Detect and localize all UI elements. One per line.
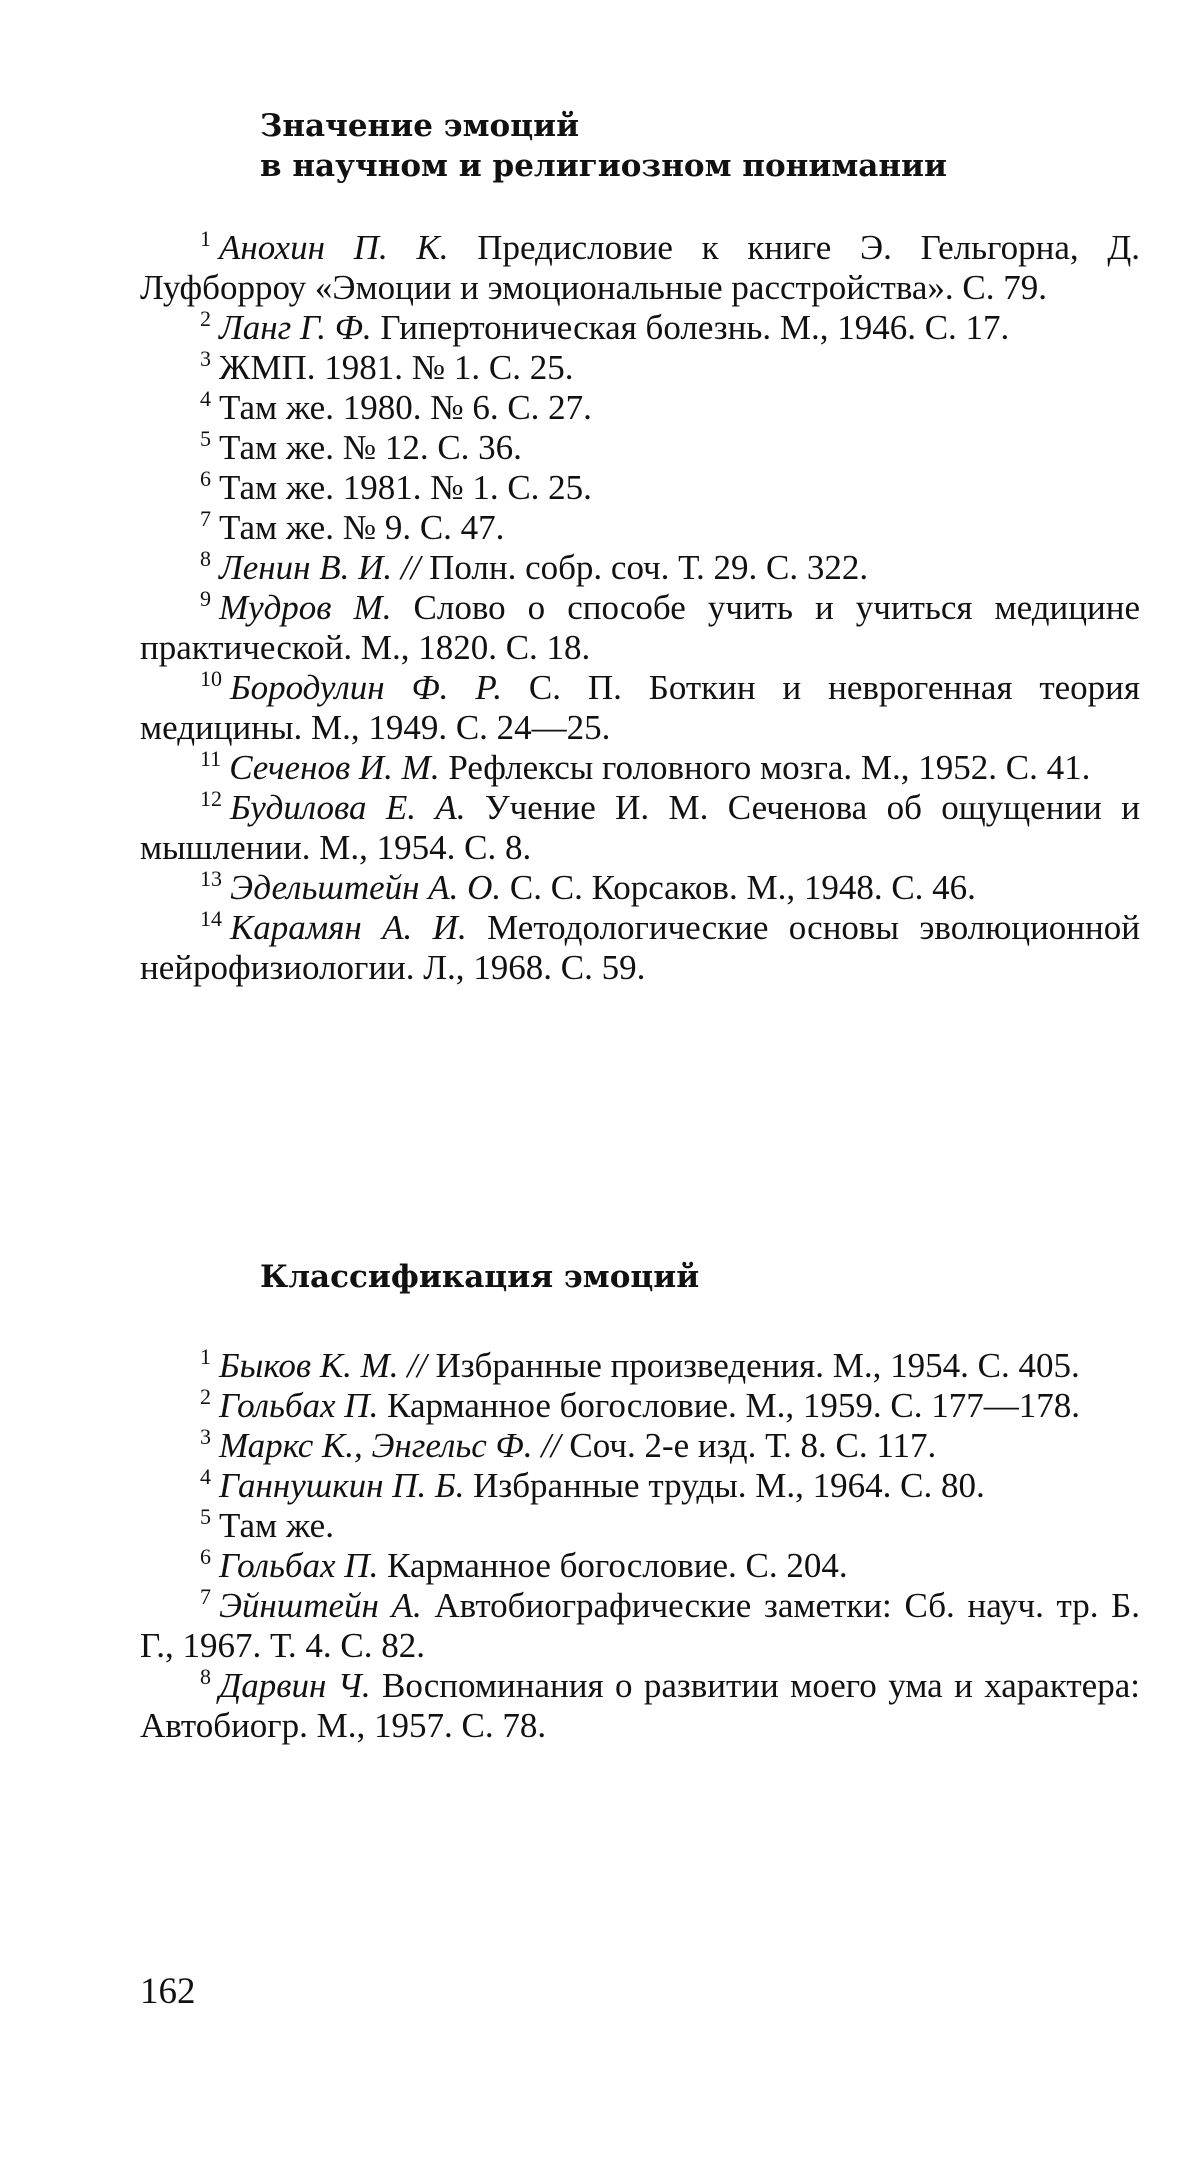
footnote (140, 588, 1140, 668)
footnote-author: Гольбах П. (219, 1546, 379, 1585)
section-heading (260, 106, 947, 186)
footnote-author: Ланг Г. Ф. (219, 308, 372, 347)
footnote-number: 7 (200, 1584, 211, 1610)
footnote (140, 1506, 1140, 1546)
footnote-number: 14 (200, 906, 222, 932)
section-heading (260, 1257, 699, 1297)
footnote-author: Анохин П. К. (219, 228, 449, 267)
footnote-text: Предисловие к книге Э. Гельгорна, Д. Луфборроу «Эмоции и эмоциональные расстройства». С. 79. (140, 228, 1141, 307)
footnote-text: Воспоминания о развитии моего ума и характера: Автобиогр. М., 1957. С. 78. (140, 1666, 1140, 1745)
footnote-list (140, 1346, 1140, 1746)
footnote-number: 4 (200, 386, 211, 412)
footnote-text: Методологические основы эволюционной нейрофизиологии. Л., 1968. С. 59. (140, 908, 1140, 987)
footnote (140, 908, 1140, 988)
footnote-number: 4 (200, 1464, 211, 1490)
footnote (140, 388, 1140, 428)
footnote-text: Полн. собр. соч. Т. 29. С. 322. (429, 548, 869, 587)
footnote-author: Быков К. М. // (219, 1346, 427, 1385)
footnote (140, 1546, 1140, 1586)
footnote (140, 1466, 1140, 1506)
footnote (140, 1666, 1140, 1746)
section-heading-line: Значение эмоций (260, 108, 580, 144)
footnote-number: 3 (200, 1424, 211, 1450)
footnote-number: 3 (200, 346, 211, 372)
footnote-text: С. П. Боткин и неврогенная теория медицины. М., 1949. С. 24—25. (140, 668, 1140, 747)
footnote-text: ЖМП. 1981. № 1. С. 25. (219, 348, 574, 387)
footnote-text: Соч. 2-е изд. Т. 8. С. 117. (569, 1426, 937, 1465)
footnote (140, 308, 1140, 348)
footnote-text: Карманное богословие. С. 204. (387, 1546, 848, 1585)
footnote-author: Ганнушкин П. Б. (219, 1466, 465, 1505)
footnote-number: 8 (200, 1664, 211, 1690)
footnote-author: Маркс К., Энгельс Ф. // (219, 1426, 561, 1465)
footnote-list (140, 228, 1140, 988)
footnote-text: Избранные труды. М., 1964. С. 80. (473, 1466, 985, 1505)
footnote-number: 13 (200, 866, 222, 892)
footnote (140, 748, 1140, 788)
footnote-number: 9 (200, 586, 211, 612)
footnote (140, 1386, 1140, 1426)
footnote-number: 5 (200, 1504, 211, 1530)
footnote (140, 428, 1140, 468)
footnote (140, 1586, 1140, 1666)
section-heading-line: в научном и религиозном понимании (260, 148, 948, 184)
footnote (140, 668, 1140, 748)
footnote-text: Избранные произведения. М., 1954. С. 405. (435, 1346, 1080, 1385)
footnote (140, 228, 1140, 308)
footnote-text: Автобиографические заметки: Сб. науч. тр. Б. Г., 1967. Т. 4. С. 82. (140, 1586, 1141, 1665)
footnote (140, 508, 1140, 548)
footnote (140, 548, 1140, 588)
footnote-author: Бородулин Ф. Р. (230, 668, 502, 707)
footnote-author: Ленин В. И. // (219, 548, 421, 587)
footnote-author: Эйнштейн А. (219, 1586, 422, 1625)
footnote-text: Учение И. М. Сеченова об ощущении и мышлении. М., 1954. С. 8. (140, 788, 1140, 867)
footnote (140, 468, 1140, 508)
footnote-number: 2 (200, 306, 211, 332)
footnote-author: Карамян А. И. (230, 908, 467, 947)
footnote-number: 7 (200, 506, 211, 532)
footnote-text: Там же. № 9. С. 47. (219, 508, 505, 547)
page-number: 162 (140, 1971, 196, 2012)
footnote-number: 1 (200, 226, 211, 252)
section-heading-line: Классификация эмоций (260, 1259, 700, 1295)
footnote-text: Слово о способе учить и учиться медицине практической. М., 1820. С. 18. (140, 588, 1141, 667)
footnote-number: 8 (200, 546, 211, 572)
footnote-author: Будилова Е. А. (230, 788, 466, 827)
footnote-text: Там же. (219, 1506, 334, 1545)
footnote-text: Гипертоническая болезнь. М., 1946. С. 17. (380, 308, 1010, 347)
footnote-author: Гольбах П. (219, 1386, 379, 1425)
footnote-text: Рефлексы головного мозга. М., 1952. С. 41. (448, 748, 1091, 787)
footnote-number: 5 (200, 426, 211, 452)
footnote-text: Там же. 1981. № 1. С. 25. (219, 468, 592, 507)
footnote-author: Дарвин Ч. (219, 1666, 371, 1705)
footnote-number: 10 (200, 666, 222, 692)
footnote-number: 2 (200, 1384, 211, 1410)
footnote (140, 868, 1140, 908)
footnote-text: Карманное богословие. М., 1959. С. 177—178. (387, 1386, 1081, 1425)
footnote-number: 6 (200, 466, 211, 492)
footnote (140, 788, 1140, 868)
footnote-author: Сеченов И. М. (229, 748, 440, 787)
footnote-number: 6 (200, 1544, 211, 1570)
footnote-text: Там же. № 12. С. 36. (219, 428, 522, 467)
footnote-author: Мудров М. (219, 588, 392, 627)
footnote-text: Там же. 1980. № 6. С. 27. (219, 388, 592, 427)
footnote-text: С. С. Корсаков. М., 1948. С. 46. (509, 868, 976, 907)
footnote-number: 11 (200, 746, 222, 772)
footnote-number: 12 (200, 786, 222, 812)
footnote-number: 1 (200, 1344, 211, 1370)
footnote (140, 1426, 1140, 1466)
footnote (140, 1346, 1140, 1386)
footnote (140, 348, 1140, 388)
footnote-author: Эдельштейн А. О. (230, 868, 502, 907)
